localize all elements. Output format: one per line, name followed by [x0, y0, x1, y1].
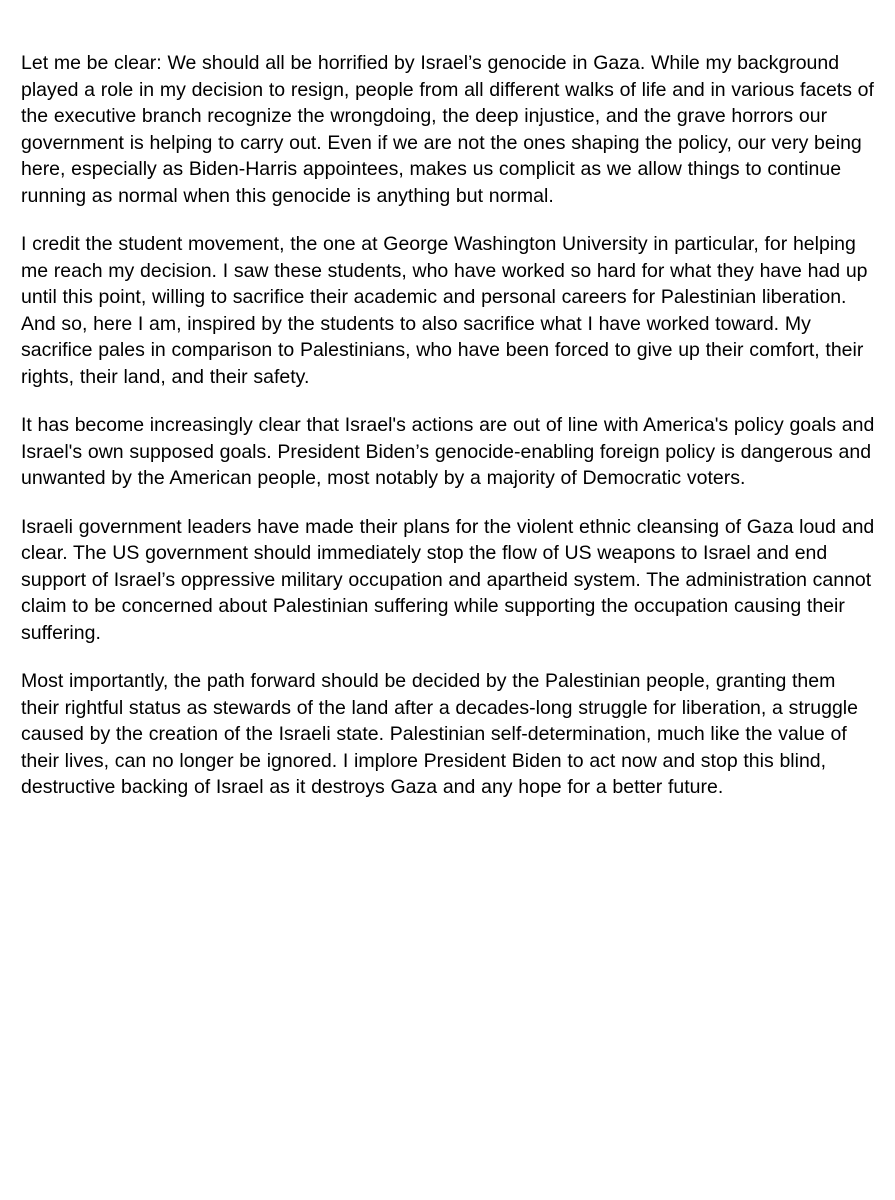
paragraph-4: Israeli government leaders have made their plans for the violent ethnic cleansing of Gaza loud and clear. The US government should immediately stop the flow of US weapons to Israel and end support of Israel’s oppressive military occupation and apartheid system. The administration cannot claim to be concerned about Palestinian suffering while supporting the occupation causing their suffering. — [21, 515, 875, 644]
paragraph-3: It has become increasingly clear that Israel's actions are out of line with America's policy goals and Israel's own supposed goals. President Biden’s genocide-enabling foreign policy is dangerous and unwanted by the American people, most notably by a majority of Democratic voters. — [21, 414, 875, 489]
paragraph-5: Most importantly, the path forward should be decided by the Palestinian people, granting them their rightful status as stewards of the land after a decades-long struggle for liberation, a struggle caused by the creation of the Israeli state. Palestinian self-determination, much like the value of their lives, can no longer be ignored. I implore President Biden to act now and stop this blind, destructive backing of Israel as it destroys Gaza and any hope for a better future. — [21, 670, 858, 798]
paragraph-1: Let me be clear: We should all be horrified by Israel’s genocide in Gaza. While my background played a role in my decision to resign, people from all different walks of life and in various facets of the executive branch recognize the wrongdoing, the deep injustice, and the grave horrors our government is helping to carry out. Even if we are not the ones shaping the policy, our very being here, especially as Biden-Harris appointees, makes us complicit as we allow things to continue running as normal when this genocide is anything but normal. — [21, 52, 874, 207]
document-text-block — [21, 50, 876, 801]
paragraph-2: I credit the student movement, the one at George Washington University in particular, for helping me reach my decision. I saw these students, who have worked so hard for what they have had up until this point, willing to sacrifice their academic and personal careers for Palestinian liberation. And so, here I am, inspired by the students to also sacrifice what I have worked toward. My sacrifice pales in comparison to Palestinians, who have been forced to give up their comfort, their rights, their land, and their safety. — [21, 233, 868, 388]
